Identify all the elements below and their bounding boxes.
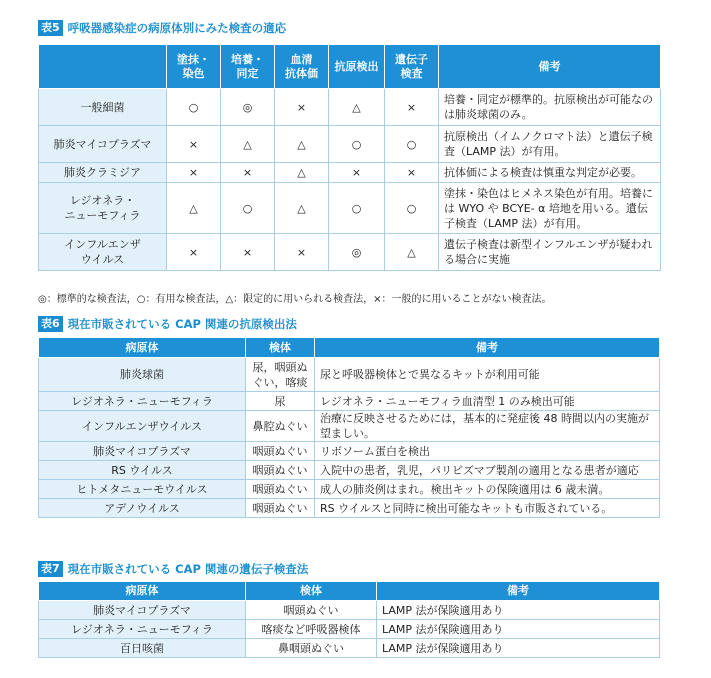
note-cell: 抗体価による検査は慎重な判定が必要。 xyxy=(439,163,661,183)
table6-title: 現在市販されている CAP 関連の抗原検出法 xyxy=(67,317,297,331)
pathogen-cell: インフルエンザ ウイルス xyxy=(39,234,167,271)
table7 xyxy=(38,581,660,658)
table5-heading xyxy=(38,20,286,36)
indication-mark: △ xyxy=(167,183,221,234)
pathogen-cell: インフルエンザウイルス xyxy=(39,411,246,442)
table5-title: 呼吸器感染症の病原体別にみた検査の適応 xyxy=(67,21,287,35)
specimen-cell: 咽頭ぬぐい xyxy=(246,461,315,480)
table5-legend: ◎：標準的な検査法，○：有用な検査法，△：限定的に用いられる検査法，×：一般的に用いることがない検査法。 xyxy=(38,294,552,305)
indication-mark: △ xyxy=(275,163,329,183)
specimen-cell: 鼻腔ぬぐい xyxy=(246,411,315,442)
pathogen-cell: 肺炎球菌 xyxy=(39,358,246,392)
note-cell: LAMP 法が保険適用あり xyxy=(377,601,660,620)
table6-heading xyxy=(38,316,297,332)
table5-row xyxy=(39,89,661,126)
indication-mark: × xyxy=(167,163,221,183)
table6-header: 病原体 xyxy=(39,338,246,358)
pathogen-cell: レジオネラ・ニューモフィラ xyxy=(39,392,246,411)
indication-mark: ○ xyxy=(329,126,385,163)
table7-header: 備考 xyxy=(377,582,660,601)
table6-header: 検体 xyxy=(246,338,315,358)
pathogen-cell: 肺炎マイコプラズマ xyxy=(39,601,246,620)
note-cell: 遺伝子検査は新型インフルエンザが疑われる場合に実施 xyxy=(439,234,661,271)
table7-header: 検体 xyxy=(246,582,377,601)
pathogen-cell: レジオネラ・ ニューモフィラ xyxy=(39,183,167,234)
note-cell: LAMP 法が保険適用あり xyxy=(377,639,660,658)
note-cell: 成人の肺炎例はまれ。検出キットの保険適用は 6 歳未満。 xyxy=(315,480,660,499)
indication-mark: ○ xyxy=(167,89,221,126)
indication-mark: × xyxy=(385,89,439,126)
note-cell: 治療に反映させるためには，基本的に発症後 48 時間以内の実施が望ましい。 xyxy=(315,411,660,442)
indication-mark: ○ xyxy=(221,183,275,234)
indication-mark: △ xyxy=(221,126,275,163)
table7-heading xyxy=(38,561,308,577)
indication-mark: × xyxy=(385,163,439,183)
table7-row xyxy=(39,620,660,639)
table6-row xyxy=(39,442,660,461)
indication-mark: △ xyxy=(275,183,329,234)
table6-row xyxy=(39,499,660,518)
table5-corner-header xyxy=(39,45,167,89)
indication-mark: × xyxy=(221,163,275,183)
indication-mark: ○ xyxy=(385,126,439,163)
indication-mark: ◎ xyxy=(221,89,275,126)
pathogen-cell: アデノウイルス xyxy=(39,499,246,518)
table5-header: 備考 xyxy=(439,45,661,89)
table6-row xyxy=(39,461,660,480)
note-cell: LAMP 法が保険適用あり xyxy=(377,620,660,639)
note-cell: 尿と呼吸器検体とで異なるキットが利用可能 xyxy=(315,358,660,392)
table7-title: 現在市販されている CAP 関連の遺伝子検査法 xyxy=(67,562,309,576)
table5-header: 塗抹・ 染色 xyxy=(167,45,221,89)
indication-mark: × xyxy=(221,234,275,271)
pathogen-cell: 百日咳菌 xyxy=(39,639,246,658)
note-cell: 入院中の患者，乳児，パリビズマブ製剤の適用となる患者が適応 xyxy=(315,461,660,480)
table7-row xyxy=(39,601,660,620)
table5-header: 遺伝子 検査 xyxy=(385,45,439,89)
specimen-cell: 鼻咽頭ぬぐい xyxy=(246,639,377,658)
table5-header: 抗原検出 xyxy=(329,45,385,89)
pathogen-cell: レジオネラ・ニューモフィラ xyxy=(39,620,246,639)
specimen-cell: 咽頭ぬぐい xyxy=(246,480,315,499)
pathogen-cell: 肺炎マイコプラズマ xyxy=(39,442,246,461)
table5-header: 血清 抗体価 xyxy=(275,45,329,89)
specimen-cell: 喀痰など呼吸器検体 xyxy=(246,620,377,639)
specimen-cell: 咽頭ぬぐい xyxy=(246,499,315,518)
pathogen-cell: RS ウイルス xyxy=(39,461,246,480)
table5-row xyxy=(39,163,661,183)
pathogen-cell: ヒトメタニューモウイルス xyxy=(39,480,246,499)
indication-mark: ○ xyxy=(329,183,385,234)
indication-mark: × xyxy=(275,89,329,126)
indication-mark: △ xyxy=(275,126,329,163)
specimen-cell: 咽頭ぬぐい xyxy=(246,442,315,461)
table6-row xyxy=(39,358,660,392)
indication-mark: ◎ xyxy=(329,234,385,271)
table5-row xyxy=(39,234,661,271)
indication-mark: × xyxy=(275,234,329,271)
note-cell: 抗原検出（イムノクロマト法）と遺伝子検査（LAMP 法）が有用。 xyxy=(439,126,661,163)
indication-mark: △ xyxy=(329,89,385,126)
note-cell: リボソーム蛋白を検出 xyxy=(315,442,660,461)
table7-tag: 表7 xyxy=(38,561,63,577)
pathogen-cell: 一般細菌 xyxy=(39,89,167,126)
note-cell: 塗抹・染色はヒメネス染色が有用。培養には WYO や BCYE- α 培地を用いる。遺伝子検査（LAMP 法）が有用。 xyxy=(439,183,661,234)
indication-mark: ○ xyxy=(385,183,439,234)
indication-mark: × xyxy=(167,126,221,163)
pathogen-cell: 肺炎マイコプラズマ xyxy=(39,126,167,163)
table6-tag: 表6 xyxy=(38,316,63,332)
indication-mark: × xyxy=(329,163,385,183)
table6-header: 備考 xyxy=(315,338,660,358)
table6-row xyxy=(39,411,660,442)
table5 xyxy=(38,44,661,271)
table6-row xyxy=(39,392,660,411)
specimen-cell: 尿，咽頭ぬ ぐい，喀痰 xyxy=(246,358,315,392)
table7-header: 病原体 xyxy=(39,582,246,601)
table6-row xyxy=(39,480,660,499)
table5-row xyxy=(39,183,661,234)
specimen-cell: 咽頭ぬぐい xyxy=(246,601,377,620)
note-cell: RS ウイルスと同時に検出可能なキットも市販されている。 xyxy=(315,499,660,518)
table7-row xyxy=(39,639,660,658)
indication-mark: × xyxy=(167,234,221,271)
pathogen-cell: 肺炎クラミジア xyxy=(39,163,167,183)
note-cell: レジオネラ・ニューモフィラ血清型 1 のみ検出可能 xyxy=(315,392,660,411)
indication-mark: △ xyxy=(385,234,439,271)
table5-header: 培養・ 同定 xyxy=(221,45,275,89)
table5-row xyxy=(39,126,661,163)
note-cell: 培養・同定が標準的。抗原検出が可能なのは肺炎球菌のみ。 xyxy=(439,89,661,126)
table6 xyxy=(38,337,660,518)
table5-tag: 表5 xyxy=(38,20,63,36)
specimen-cell: 尿 xyxy=(246,392,315,411)
